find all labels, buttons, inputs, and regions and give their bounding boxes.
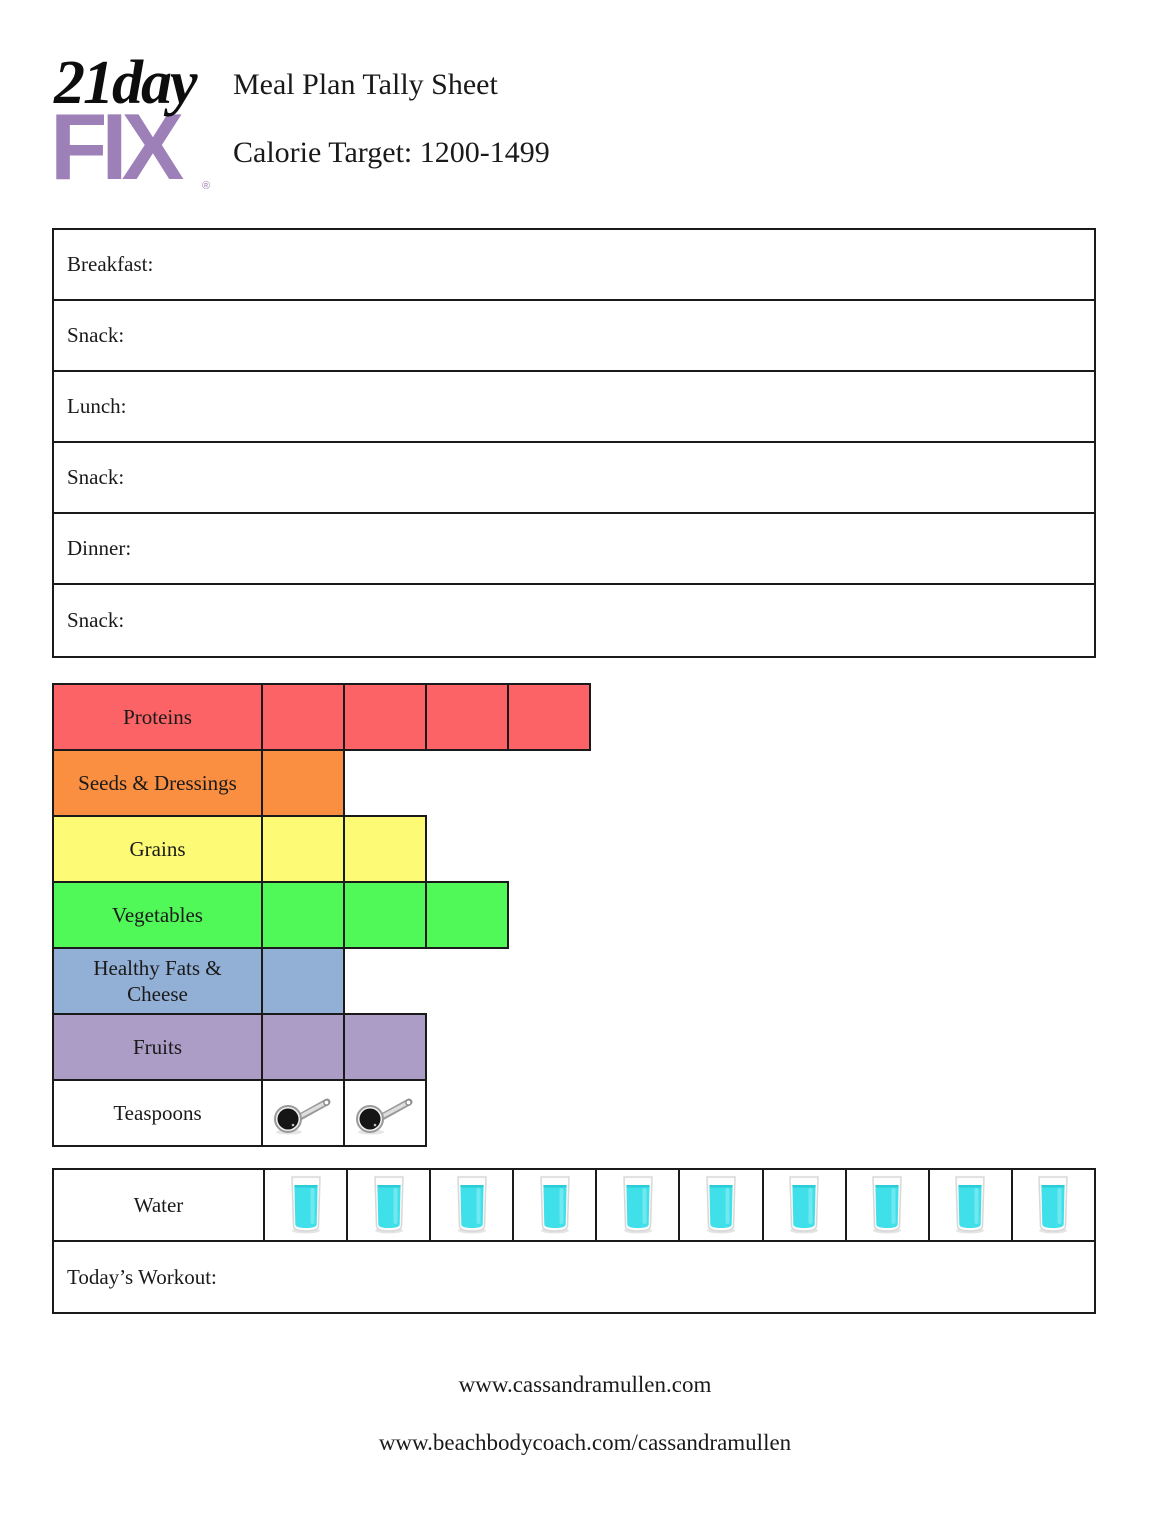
tally-row-healthy-fats-cheese: [52, 947, 591, 1015]
meal-row-lunch-2: [54, 372, 1094, 443]
tally-row-seeds-dressings: [52, 749, 591, 817]
water-glass-icon: [286, 1175, 326, 1235]
tally-label-fruits: Fruits: [52, 1013, 263, 1081]
water-workout-table: [52, 1168, 1096, 1314]
tally-cell-proteins-3: [425, 683, 509, 751]
water-glass-cell-3: [431, 1170, 514, 1240]
meal-row-label: Snack:: [67, 465, 125, 489]
water-glass-cell-10: [1013, 1170, 1094, 1240]
meal-row-label: Snack:: [67, 608, 125, 632]
tally-cell-vegetables-2: [343, 881, 427, 949]
tally-label-healthy-fats-cheese: Healthy Fats & Cheese: [52, 947, 263, 1015]
registered-trademark-mark: ®: [202, 180, 211, 192]
meal-row-snack-5: [54, 585, 1094, 656]
water-row: [54, 1170, 1094, 1240]
todays-workout-label: Today’s Workout:: [67, 1264, 217, 1289]
meal-row-dinner-4: [54, 514, 1094, 585]
tally-row-vegetables: [52, 881, 591, 949]
tally-cell-vegetables-1: [261, 881, 345, 949]
water-glass-cell-4: [514, 1170, 597, 1240]
tally-row-fruits: [52, 1013, 591, 1081]
meal-table: [52, 228, 1096, 658]
tally-cell-fruits-2: [343, 1013, 427, 1081]
water-glass-cell-9: [930, 1170, 1013, 1240]
water-glass-icon: [950, 1175, 990, 1235]
tally-cell-proteins-4: [507, 683, 591, 751]
footer-link-beachbodycoach: www.beachbodycoach.com/cassandramullen: [378, 1430, 792, 1455]
water-glass-icon: [701, 1175, 741, 1235]
tally-cell-teaspoons-1: [261, 1079, 345, 1147]
water-glass-cell-8: [847, 1170, 930, 1240]
tally-label-seeds-dressings: Seeds & Dressings: [52, 749, 263, 817]
meal-row-breakfast-0: [54, 230, 1094, 301]
tally-label-grains: Grains: [52, 815, 263, 883]
tally-cell-seeds-dressings-1: [261, 749, 345, 817]
water-glass-icon: [535, 1175, 575, 1235]
water-glass-cell-1: [265, 1170, 348, 1240]
water-glass-icon: [784, 1175, 824, 1235]
tally-label-proteins: Proteins: [52, 683, 263, 751]
tally-cell-proteins-1: [261, 683, 345, 751]
teaspoon-icon: [353, 1089, 417, 1137]
tally-cell-fruits-1: [261, 1013, 345, 1081]
tally-cell-vegetables-3: [425, 881, 509, 949]
logo-fix-text: FIX: [50, 94, 179, 199]
tally-cell-healthy-fats-cheese-1: [261, 947, 345, 1015]
tally-cell-grains-2: [343, 815, 427, 883]
water-glass-cell-6: [680, 1170, 763, 1240]
page-title: Meal Plan Tally Sheet: [233, 68, 498, 101]
meal-row-snack-3: [54, 443, 1094, 514]
21-day-fix-logo: [50, 49, 230, 202]
tally-row-proteins: [52, 683, 591, 751]
water-glass-icon: [618, 1175, 658, 1235]
meal-row-label: Breakfast:: [67, 252, 154, 276]
container-tally-grid: [52, 683, 591, 1147]
tally-label-teaspoons: Teaspoons: [52, 1079, 263, 1147]
meal-row-label: Snack:: [67, 323, 125, 347]
calorie-target-subtitle: Calorie Target: 1200-1499: [233, 136, 550, 169]
tally-cell-grains-1: [261, 815, 345, 883]
tally-label-vegetables: Vegetables: [52, 881, 263, 949]
water-label: Water: [54, 1170, 265, 1240]
tally-row-grains: [52, 815, 591, 883]
water-glass-cell-2: [348, 1170, 431, 1240]
todays-workout-row: [54, 1240, 1094, 1312]
meal-row-label: Lunch:: [67, 394, 127, 418]
water-glass-cell-7: [764, 1170, 847, 1240]
tally-row-teaspoons: [52, 1079, 591, 1147]
meal-row-snack-1: [54, 301, 1094, 372]
teaspoon-icon: [271, 1089, 335, 1137]
water-glass-icon: [452, 1175, 492, 1235]
water-glass-icon: [1033, 1175, 1073, 1235]
footer-link-cassandramullen: www.cassandramullen.com: [458, 1372, 712, 1397]
logo-21day-text: 21day: [54, 49, 196, 117]
tally-cell-proteins-2: [343, 683, 427, 751]
tally-cell-teaspoons-2: [343, 1079, 427, 1147]
water-glass-icon: [867, 1175, 907, 1235]
meal-row-label: Dinner:: [67, 536, 132, 560]
water-glass-icon: [369, 1175, 409, 1235]
water-glass-cell-5: [597, 1170, 680, 1240]
